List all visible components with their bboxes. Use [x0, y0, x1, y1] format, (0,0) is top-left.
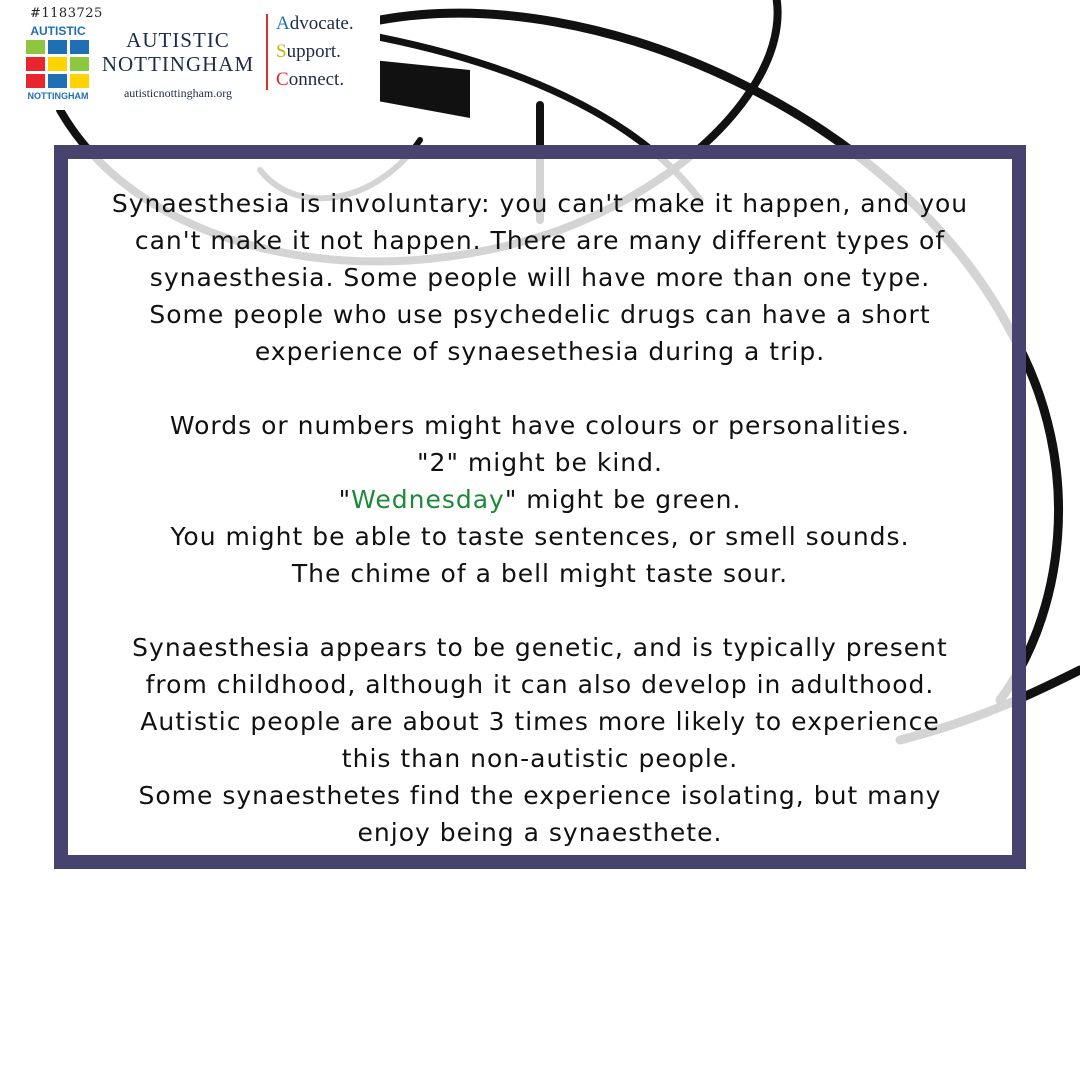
organisation-url: autisticnottingham.org	[123, 86, 233, 100]
organisation-name-line1: AUTISTIC	[126, 28, 230, 52]
logo-color-grid	[26, 40, 89, 88]
paragraph-3-line: enjoy being a synaesthete.	[357, 818, 723, 847]
paragraph-2-line: Words or numbers might have colours or personalities.	[169, 411, 911, 440]
tagline-word: upport.	[286, 41, 341, 62]
paragraph-3-line: Autistic people are about 3 times more likely to experience	[140, 707, 940, 736]
tagline-initial: S	[276, 41, 287, 62]
line-suffix: " might be green.	[504, 485, 742, 514]
paragraph-3	[68, 629, 1012, 851]
logo-square	[48, 74, 67, 88]
paragraph-1-line: synaesthesia. Some people will have more than one type.	[149, 263, 931, 292]
tagline-line	[276, 66, 354, 94]
paragraph-1	[68, 185, 1012, 370]
paragraph-2-line: The chime of a bell might taste sour.	[291, 559, 789, 588]
logo-square	[26, 40, 45, 54]
paragraph-1-line: Some people who use psychedelic drugs can have a short	[149, 300, 931, 329]
paragraph-1-line: experience of synaesethesia during a trip.	[254, 337, 826, 366]
paragraph-3-line: from childhood, although it can also develop in adulthood.	[145, 670, 935, 699]
logo-square	[70, 40, 89, 54]
logo-square	[48, 57, 67, 71]
tagline-initial: A	[276, 13, 290, 34]
organisation-name-line2: NOTTINGHAM	[101, 52, 255, 76]
logo-square	[26, 74, 45, 88]
content-panel	[54, 145, 1026, 869]
panel-text	[68, 185, 1012, 851]
paragraph-2-line: You might be able to taste sentences, or smell sounds.	[170, 522, 910, 551]
paragraph-2-line: "2" might be kind.	[417, 448, 663, 477]
header-divider	[266, 14, 268, 90]
logo-square	[70, 74, 89, 88]
organisation-name	[98, 28, 258, 76]
quote-open: "	[338, 485, 352, 514]
tagline-word: dvocate.	[289, 13, 354, 34]
logo-icon	[24, 24, 92, 104]
paragraph-1-line: can't make it not happen. There are many different types of	[134, 226, 946, 255]
tagline	[276, 10, 354, 94]
tagline-initial: C	[276, 69, 289, 90]
logo-square	[70, 57, 89, 71]
swirl-wedge	[372, 60, 470, 118]
tagline-line	[276, 38, 354, 66]
paragraph-3-line: Synaesthesia appears to be genetic, and is typically present	[132, 633, 948, 662]
logo-top-text: AUTISTIC	[30, 24, 86, 38]
logo-square	[48, 40, 67, 54]
paragraph-3-line: Some synaesthetes find the experience isolating, but many	[138, 781, 942, 810]
paragraph-3-line: this than non-autistic people.	[341, 744, 739, 773]
charity-number: #1183725	[30, 6, 103, 21]
paragraph-1-line: Synaesthesia is involuntary: you can't make it happen, and you	[111, 189, 969, 218]
paragraph-2-line-highlighted	[68, 481, 1012, 518]
logo-bottom-text: NOTTINGHAM	[27, 91, 89, 101]
tagline-word: onnect.	[288, 69, 345, 90]
paragraph-2	[68, 407, 1012, 592]
highlighted-word: Wednesday	[351, 485, 505, 514]
header-logo-block	[0, 0, 380, 110]
logo-square	[26, 57, 45, 71]
tagline-line	[276, 10, 354, 38]
